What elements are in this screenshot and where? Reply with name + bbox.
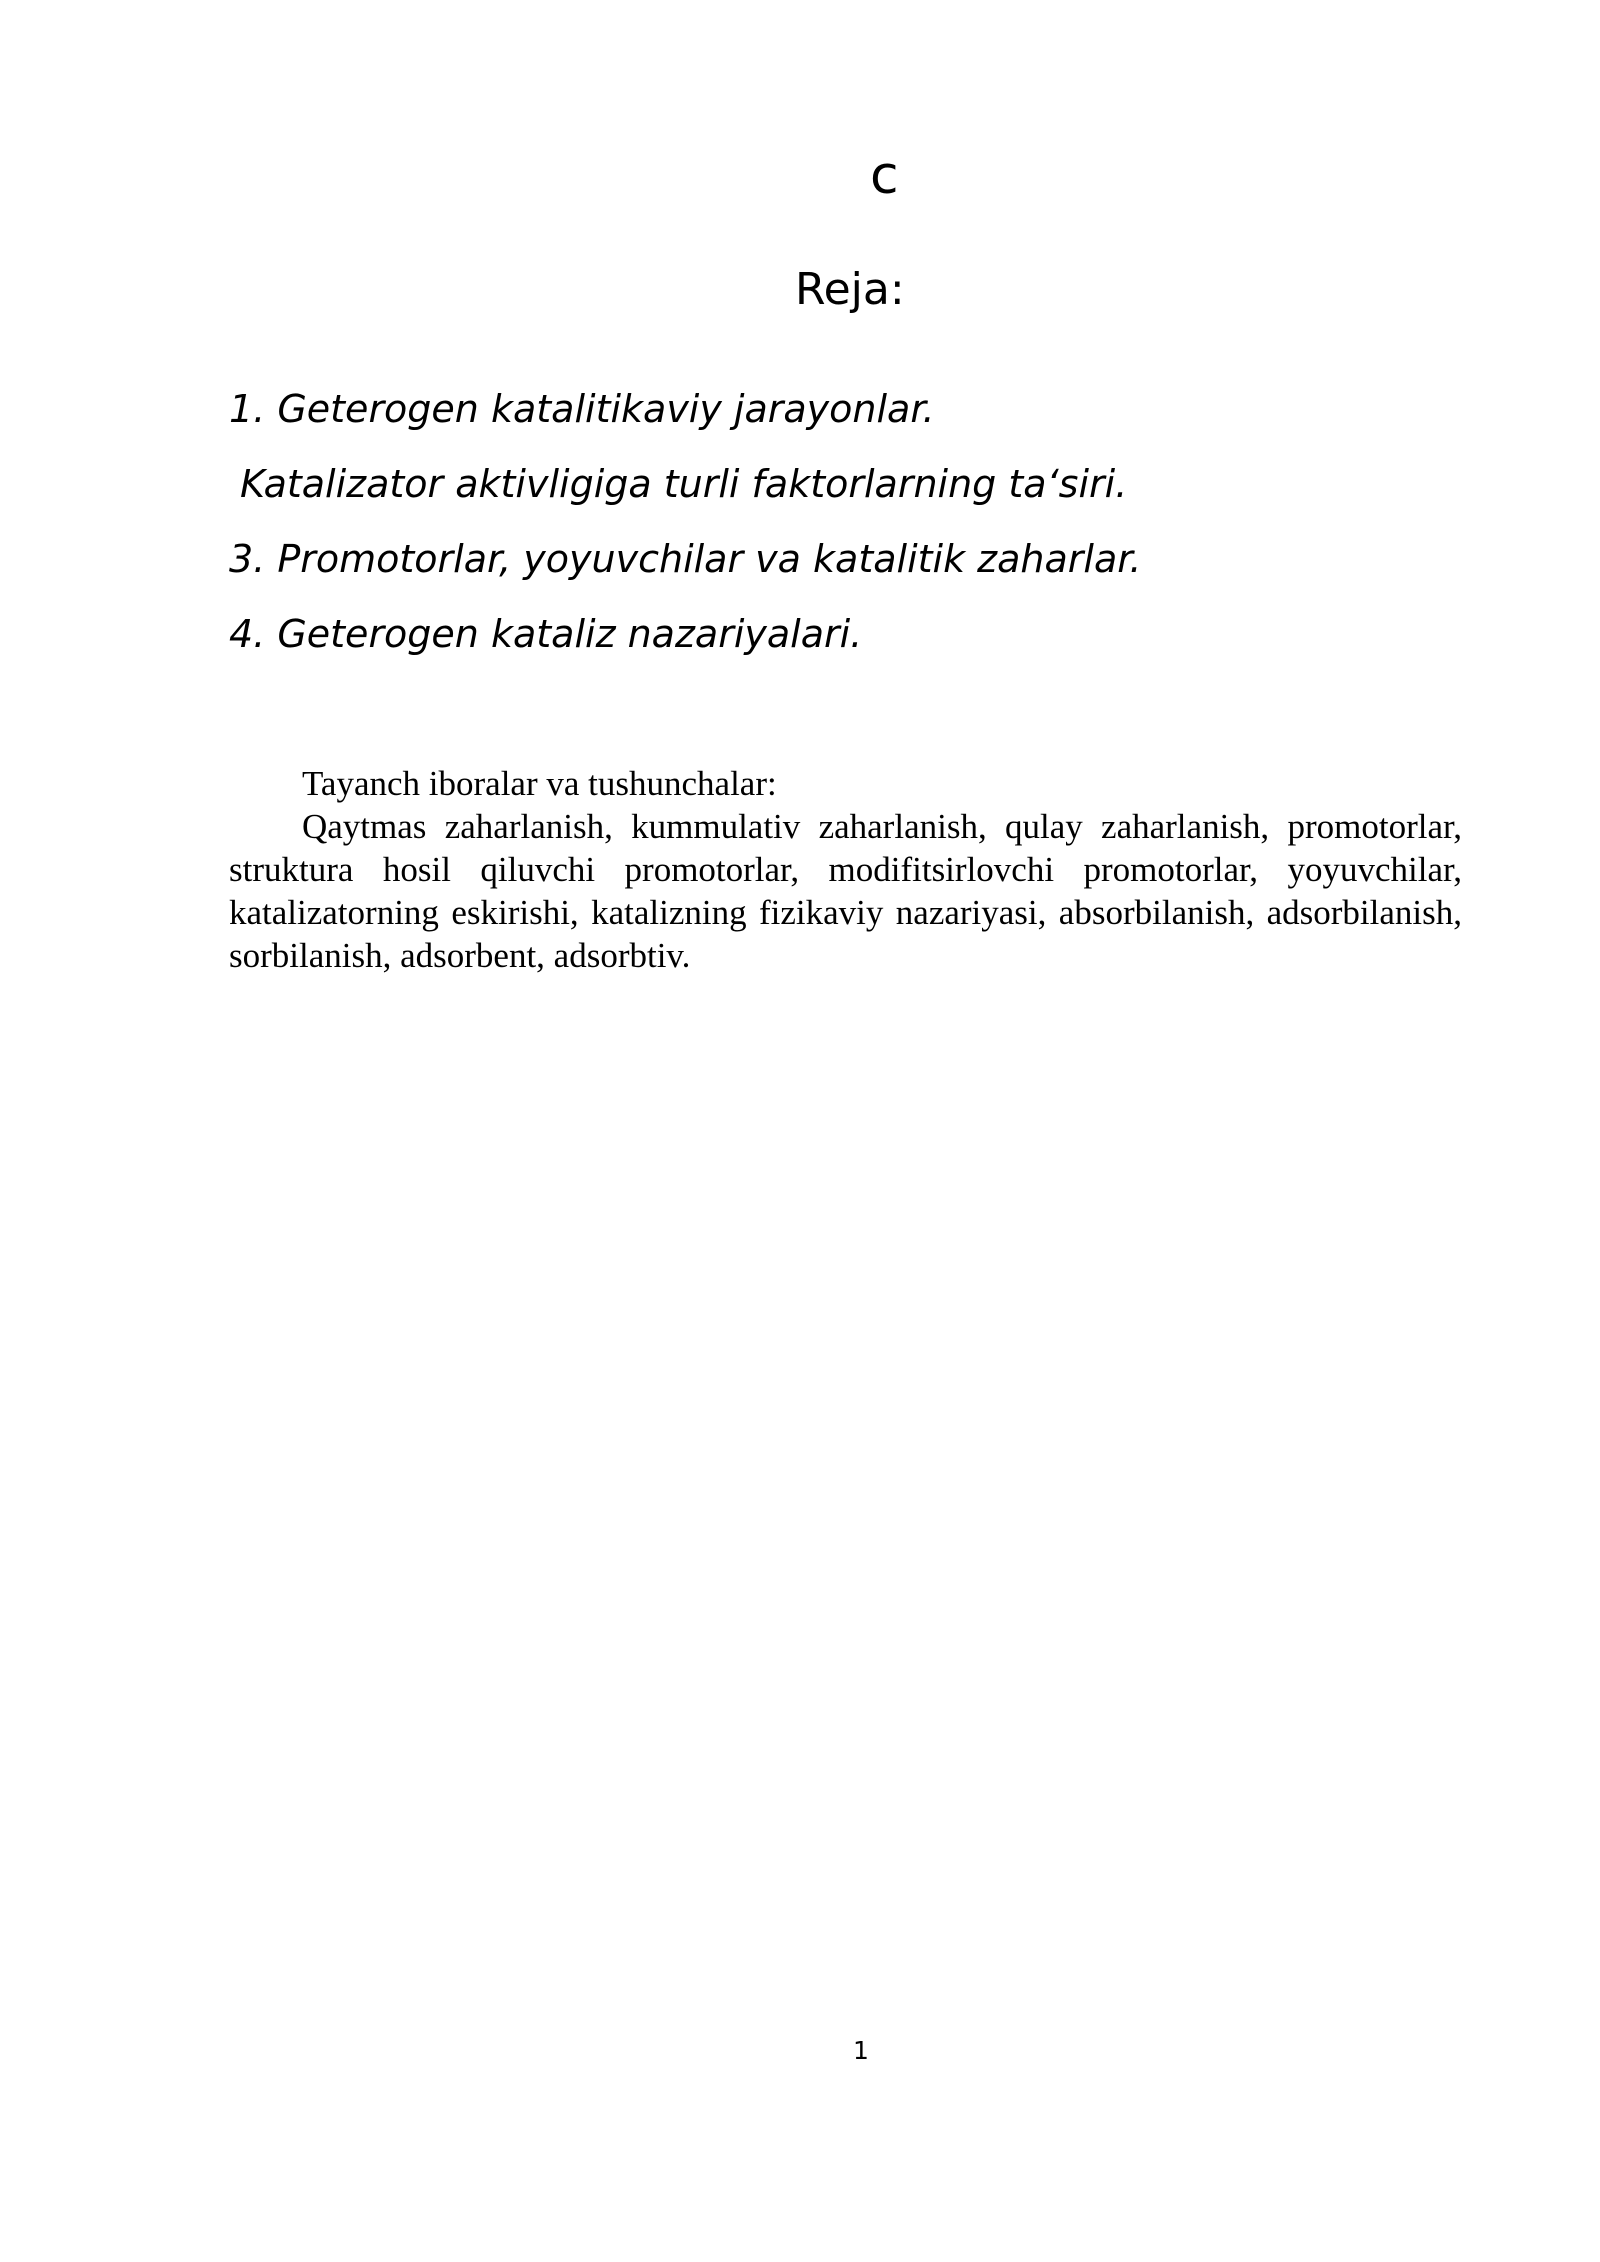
page-number: 1 (853, 2036, 869, 2065)
plan-list (229, 372, 1141, 672)
plan-item-4: 4. Geterogen kataliz nazariyalari. (229, 612, 863, 656)
stray-character: c (870, 146, 899, 206)
keywords-paragraph: Qaytmas zaharlanish, kummulativ zaharlanish, qulay zaharlanish, promotorlar, struktura hosil qiluvchi promotorlar, modifitsirlovchi promotorlar, yoyuvchilar, katalizatorning eskirishi, katalizning fizikaviy nazariyasi, absorbilanish, adsorbilanish, sorbilanish, adsorbent, adsorbtiv. (229, 807, 1462, 975)
plan-item-2: Katalizator aktivligiga turli faktorlarning ta‘siri. (240, 462, 1128, 506)
plan-item-3: 3. Promotorlar, yoyuvchilar va katalitik zaharlar. (229, 537, 1142, 581)
plan-item-1: 1. Geterogen katalitikaviy jarayonlar. (229, 387, 935, 431)
plan-title: Reja: (795, 264, 905, 315)
keywords-heading: Tayanch iboralar va tushunchalar: (302, 764, 777, 803)
